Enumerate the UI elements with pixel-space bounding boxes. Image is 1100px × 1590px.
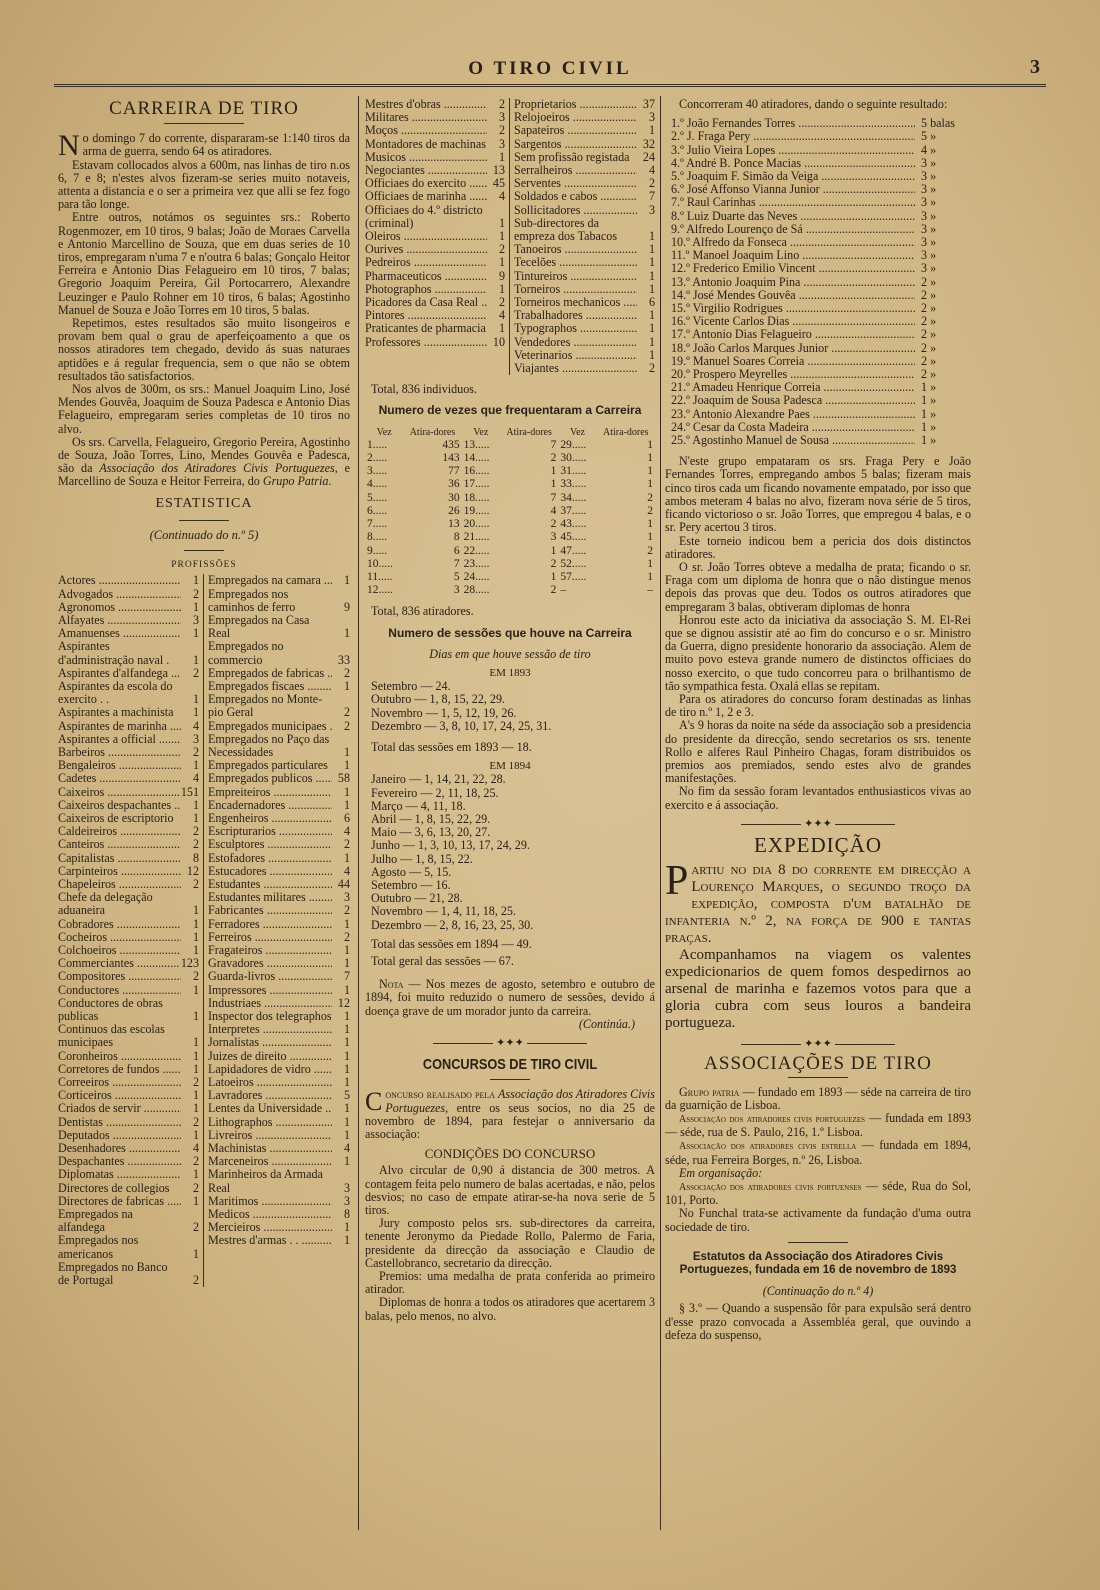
section-title-expedicao: EXPEDIÇÃO	[754, 832, 882, 857]
ornament-divider: ✦✦✦	[365, 1037, 655, 1050]
list-item: Praticantes de pharmacia 1	[365, 321, 505, 336]
list-item: Escripturarios ..... 4	[208, 825, 350, 838]
list-item: Sub-directores da empreza dos Tabacos 1	[514, 216, 655, 244]
list-item: Chapeleiros ..... 2	[58, 878, 199, 891]
association-entry: Associação dos atiradores civis estrella — fundada em 1894, séde, rua Ferreira Borges, n.º 26, Lisboa.	[665, 1138, 971, 1167]
column-1	[58, 98, 350, 1287]
list-item: Empregados de fabricas ..... 2	[208, 667, 350, 680]
list-item: Capitalistas ..... 8	[58, 852, 199, 865]
list-item: Marinheiros da Armada Real 3	[208, 1168, 350, 1195]
list-item: Deputados ..... 1	[58, 1129, 199, 1142]
ranking-row: 17.º Antonio Dias Felagueiro ..... 2 »	[671, 328, 971, 341]
list-item: Empregados no commercio 33	[208, 640, 350, 667]
list-item: Inspector dos telegraphos 1	[208, 1009, 350, 1023]
list-item: Estofadores ..... 1	[208, 852, 350, 865]
list-item: Chefe da delegação aduaneira 1	[58, 891, 199, 918]
section-title-carreira: CARREIRA DE TIRO	[109, 98, 299, 119]
session-line: Outubro — 1, 8, 15, 22, 29.	[371, 692, 506, 707]
session-line: Julho — 1, 8, 15, 22.	[371, 851, 473, 866]
table-row: 3..... 77 16..... 1 31..... 1	[367, 465, 653, 478]
list-item: Lithographos ..... 1	[208, 1116, 350, 1129]
list-item: Estudantes militares ..... 3	[208, 891, 350, 904]
article-paragraph: Os srs. Carvella, Felagueiro, Gregorio Pereira, Agostinho de Souza, João Torres, Lino, Mendes Gouvêa e Padesca, são da Associação dos Atiradores Civis Portuguezes, e Marcellino de Souza e Heitor Ferreira, do Grupo Patria.	[58, 434, 350, 489]
article-paragraph: Jury composto pelos srs. sub-directores da carreira, tenente Jeronymo da Piedade Rollo, Palermo de Faria, presidente da direcção da associação e Claudio de Castellobranco, secretario da direcção.	[365, 1216, 655, 1270]
list-item: Empregados na alfandega 2	[58, 1208, 199, 1235]
list-item: Pharmaceuticos ..... 9	[365, 270, 505, 283]
professions-list-left	[365, 98, 510, 375]
session-line: Maio — 3, 6, 13, 20, 27.	[371, 825, 491, 840]
list-item: Gravadores ..... 1	[208, 957, 350, 970]
dropcap: N	[58, 129, 80, 163]
list-item: Empregados nos caminhos de ferro 9	[208, 587, 350, 614]
ranking-row: 24.º Cesar da Costa Madeira ..... 1 »	[671, 421, 971, 434]
article-paragraph: Diplomas de honra a todos os atiradores que acertarem 3 balas, pelo menos, no alvo.	[365, 1295, 655, 1323]
session-line: Junho — 1, 3, 10, 13, 17, 24, 29.	[371, 838, 530, 853]
list-item: Officiaes de marinha ..... 4	[365, 190, 505, 203]
list-item: Corretores de fundos ..... 1	[58, 1063, 199, 1076]
list-item: Montadores de machinas ..... 3	[365, 138, 505, 151]
table-row: 8..... 8 21..... 3 45..... 1	[367, 531, 653, 544]
list-item: Conductores de obras publicas 1	[58, 996, 199, 1023]
list-item: Estucadores ..... 4	[208, 865, 350, 878]
association-entry: No Funchal trata-se activamente da fundação d'uma outra sociedade de tiro.	[665, 1206, 971, 1234]
list-item: Amanuenses ..... 1	[58, 627, 199, 640]
list-item: Ferradores ..... 1	[208, 918, 350, 931]
list-item: Canteiros ..... 2	[58, 838, 199, 851]
list-item: Empreiteiros ..... 1	[208, 786, 350, 799]
list-item: Empregados na Casa Real 1	[208, 613, 350, 641]
year-heading: EM 1893	[489, 666, 531, 679]
list-item: Commerciantes ..... 123	[58, 957, 199, 970]
in-organisation: Em organisação:	[679, 1165, 763, 1180]
ranking-row: 25.º Agostinho Manuel de Sousa ..... 1 »	[671, 434, 971, 447]
list-item: Correeiros ..... 2	[58, 1076, 199, 1089]
session-line: Fevereiro — 2, 11, 18, 25.	[371, 785, 499, 800]
list-item: Aspirantes a machinista 1	[58, 705, 199, 720]
list-item: Trabalhadores ..... 1	[514, 309, 655, 322]
list-item: Medicos ..... 8	[208, 1208, 350, 1221]
list-item: Compositores ..... 2	[58, 970, 199, 983]
ranking-row: 5.º Joaquim F. Simão da Veiga ..... 3 »	[671, 170, 971, 183]
sessions-subtitle: Dias em que houve sessão de tiro	[429, 646, 591, 661]
article-paragraph: Repetimos, estes resultados são muito lisongeiros e provam bem qual o grau de aperfeiçoamento a que os nossos atiradores tem chegado, devido ás suas naturaes aptidões e á regular frequencia, sem o que não se obtem resultados tão satisfactorios.	[58, 316, 350, 383]
title-rule	[788, 1242, 848, 1243]
list-item: Cocheiros ..... 1	[58, 931, 199, 944]
list-item: Maritimos ..... 3	[208, 1195, 350, 1208]
list-item: Lentes da Universidade ..... 1	[208, 1102, 350, 1115]
session-line: Setembro — 24.	[371, 679, 451, 694]
list-item: Empregados publicos ..... 58	[208, 772, 350, 785]
ranking-row: 16.º Vicente Carlos Dias ..... 2 »	[671, 315, 971, 328]
column-3	[665, 98, 971, 1342]
list-item: Barbeiros ..... 2	[58, 746, 199, 759]
article-paragraph: O sr. João Torres obteve a medalha de prata; ficando o sr. Fraga com um diploma de honra que o não distingue menos depois das provas que deu. Todos os outros atiradores que empregaram 3 balas, obtiveram diplomas de honra	[665, 559, 971, 614]
list-item: Desenhadores ..... 4	[58, 1142, 199, 1155]
list-item: Agronomos ..... 1	[58, 601, 199, 614]
session-line: Novembro — 1, 4, 11, 18, 25.	[371, 904, 517, 919]
session-line: Dezembro — 3, 8, 10, 17, 24, 25, 31.	[371, 718, 552, 733]
list-item: Vendedores ..... 1	[514, 336, 655, 349]
ranking-row: 13.º Antonio Joaquim Pina ..... 2 »	[671, 276, 971, 289]
ranking-row: 9.º Alfredo Lourenço de Sá ..... 3 »	[671, 223, 971, 236]
list-item: Empregados nos americanos 1	[58, 1234, 199, 1261]
article-paragraph: Estavam collocados alvos a 600m, nas linhas de tiro n.os 6, 7 e 8; n'estes alvos fizeram-se series muito notaveis, attenta a distancia e o ser a primeira vez que alli se fez fogo para tão longe.	[58, 157, 350, 212]
ranking-row: 15.º Virgilio Rodrigues ..... 2 »	[671, 302, 971, 315]
article-paragraph: Honrou este acto da iniciativa da associação S. M. El-Rei que se dignou assistir até ao fim do concurso e o sr. Ministro da Guerra, digno presidente honorario da associação. Alem de muito povo esteva grande numero de distinctos officiaes do nosso exercito, o que tudo concorreu para o brilhantismo de tão sympathica festa. Oxalá ellas se repitam.	[665, 612, 971, 693]
ranking-row: 10.º Alfredo da Fonseca ..... 3 »	[671, 236, 971, 249]
newspaper-title: O TIRO CIVIL	[468, 58, 632, 79]
list-item: Aspirantes d'administração naval . 1	[58, 640, 199, 667]
list-item: Torneiros mechanicos ..... 6	[514, 296, 655, 309]
list-item: Lapidadores de vidro ..... 1	[208, 1063, 350, 1076]
list-item: Mestres d'obras ..... 2	[365, 98, 505, 111]
ranking-row: 7.º Raul Carinhas ..... 3 »	[671, 196, 971, 209]
list-item: Cadetes ..... 4	[58, 772, 199, 785]
association-entry: Grupo patria — fundado em 1893 — séde na carreira de tiro da guarnição de Lisboa.	[665, 1084, 971, 1112]
table-row: 6..... 26 19..... 4 37..... 2	[367, 504, 653, 517]
section-title-concursos: CONCURSOS DE TIRO CIVIL	[422, 1056, 598, 1074]
continued-note: (Continuação do n.º 4)	[762, 1284, 874, 1299]
ranking-row: 8.º Luiz Duarte das Neves ..... 3 »	[671, 210, 971, 223]
article-paragraph: Acompanhamos na viagem os valentes expedicionarios de quem fomos despedirnos ao arsenal de marinha e fazemos votos para que a gloria cubra com seus louros a bandeira portugueza.	[665, 947, 971, 1032]
list-item: Jornalistas ..... 1	[208, 1036, 350, 1049]
list-item: Directores de fabricas ..... 1	[58, 1195, 199, 1208]
list-item: Caixeiros despachantes ..... 1	[58, 799, 199, 812]
list-item: Bengaleiros ..... 1	[58, 759, 199, 772]
year-heading: EM 1894	[489, 760, 531, 773]
list-item: Machinistas ..... 4	[208, 1142, 350, 1155]
table-row: 10..... 7 23..... 2 52..... 1	[367, 557, 653, 570]
total-individuals: Total, 836 individuos.	[371, 382, 477, 397]
list-item: Empregados particulares 1	[208, 758, 350, 773]
professions-header: PROFISSÕES	[171, 560, 237, 571]
list-item: Conductores ..... 1	[58, 984, 199, 997]
masthead	[54, 56, 1046, 87]
article-paragraph: No domingo 7 do corrente, dispararam-se 1:140 tiros da arma de guerra, sendo 64 os atiradores.	[58, 129, 350, 163]
list-item: Engenheiros ..... 6	[208, 812, 350, 825]
results-ranking	[671, 117, 971, 447]
column-2	[365, 98, 655, 1323]
list-item: Officiaes do exercito ..... 45	[365, 177, 505, 190]
list-item: Empregados no Paço das Necessidades 1	[208, 732, 350, 759]
note-paragraph: Nota — Nos mezes de agosto, setembro e outubro de 1894, foi muito reduzido o numero de sessões, devido á doença grave de um morador junto da carreira.	[365, 977, 655, 1018]
list-item: Carpinteiros ..... 12	[58, 865, 199, 878]
list-item: Tecelões ..... 1	[514, 256, 655, 269]
list-item: Mestres d'armas . . ..... 1	[208, 1234, 350, 1247]
session-line: Outubro — 21, 28.	[371, 891, 463, 906]
total-1893: Total das sessões em 1893 — 18.	[371, 739, 532, 754]
ranking-row: 3.º Julio Vieira Lopes ..... 4 »	[671, 144, 971, 157]
table-row: 2..... 143 14..... 2 30..... 1	[367, 452, 653, 465]
ranking-row: 22.º Joaquim de Sousa Padesca ..... 1 »	[671, 394, 971, 407]
list-item: Picadores da Casa Real ..... 2	[365, 296, 505, 309]
list-item: Sargentos ..... 32	[514, 138, 655, 151]
professions-list-continued	[365, 98, 655, 375]
ornament-divider: ✦✦✦	[665, 818, 971, 831]
total-shooters: Total, 836 atiradores.	[371, 604, 474, 619]
title-rule	[164, 123, 244, 124]
list-item: Directores de collegios 2	[58, 1180, 199, 1195]
total-1894: Total das sessões em 1894 — 49.	[371, 936, 532, 951]
article-paragraph: § 3.º — Quando a suspensão fôr para expulsão será dentro d'esse prazo convocada a Assembléa geral, que ouvindo a defeza do suspenso,	[665, 1301, 971, 1342]
list-item: Actores ..... 1	[58, 574, 199, 587]
professions-list-right	[510, 98, 655, 375]
list-item: Mercieiros ..... 1	[208, 1221, 350, 1234]
list-item: Advogados ..... 2	[58, 588, 199, 601]
list-item: Negociantes ..... 13	[365, 164, 505, 177]
list-item: Aspirantes a official ..... 3	[58, 733, 199, 746]
list-item: Photographos ..... 1	[365, 283, 505, 296]
table-row: 7..... 13 20..... 2 43..... 1	[367, 518, 653, 531]
article-paragraph: A's 9 horas da noite na séde da associação sob a presidencia do presidente da direcção, sendo secretarios os srs. tenente Rollo e alferes Raul Pinheiro Chagas, foram distribuidos os premios aos premiados, sendo estes alvo de grandes manifestações.	[665, 718, 971, 786]
association-entry: Associação dos atiradores civis portuenses — séde, Rua do Sol, 101, Porto.	[665, 1179, 971, 1208]
column-rule	[358, 96, 359, 1530]
statistics-title: ESTATISTICA	[155, 495, 253, 511]
session-line: Dezembro — 2, 8, 16, 23, 25, 30.	[371, 917, 534, 932]
list-item: Colchoeiros ..... 1	[58, 944, 199, 957]
list-item: Aspirantes d'alfandega ..... 2	[58, 667, 199, 680]
list-item: Empregados municipaes ..... 2	[208, 720, 350, 733]
list-item: Caldeireiros ..... 2	[58, 825, 199, 838]
list-item: Viajantes ..... 2	[514, 362, 655, 375]
article-paragraph: Alvo circular de 0,90 á distancia de 300 metros. A contagem feita pelo numero de balas acertadas, e não, pelos desvios; no caso de empate atirar-se-ha nova serie de 5 tiros.	[365, 1163, 655, 1218]
list-item: Aspirantes da escola do exercito . . 1	[58, 679, 199, 707]
list-item: Coronheiros ..... 1	[58, 1050, 199, 1063]
list-item: Soldados e cabos ..... 7	[514, 190, 655, 203]
ranking-row: 12.º Frederico Emilio Vincent ..... 3 »	[671, 262, 971, 275]
article-paragraph: Premios: uma medalha de prata conferida ao primeiro atirador.	[365, 1269, 655, 1297]
list-item: Moços ..... 2	[365, 124, 505, 137]
list-item: Torneiros ..... 1	[514, 283, 655, 296]
article-paragraph: Este torneio indicou bem a pericia dos dois distinctos atiradores.	[665, 533, 971, 561]
list-item: Encadernadores ..... 1	[208, 799, 350, 812]
list-item: Ferreiros ..... 2	[208, 931, 350, 944]
table-row: 4..... 36 17..... 1 33..... 1	[367, 478, 653, 491]
table-row: 11..... 5 24..... 1 57..... 1	[367, 570, 653, 583]
column-rule	[660, 96, 661, 1530]
list-item: Professores ..... 10	[365, 336, 505, 349]
list-item: Fabricantes ..... 2	[208, 904, 350, 917]
table-row: 1..... 435 13..... 7 29..... 1	[367, 438, 653, 451]
ranking-row: 19.º Manuel Soares Correia ..... 2 »	[671, 355, 971, 368]
section-title-associacoes: ASSOCIAÇÕES DE TIRO	[704, 1053, 932, 1075]
list-item: Fragateiros ..... 1	[208, 944, 350, 957]
list-item: Pedreiros ..... 1	[365, 256, 505, 269]
professions-list-left	[58, 574, 204, 1287]
title-rule	[184, 550, 224, 551]
list-item: Livreiros ..... 1	[208, 1129, 350, 1142]
list-item: Continuos das escolas municipaes 1	[58, 1023, 199, 1050]
article-paragraph: Concorreram 40 atiradores, dando o seguinte resultado:	[679, 97, 948, 111]
list-item: Latoeiros ..... 1	[208, 1076, 350, 1089]
list-item: Sollicitadores ..... 3	[514, 204, 655, 217]
article-paragraph: Para os atiradores do concurso foram destinadas as linhas de tiro n.º 1, 2 e 3.	[665, 691, 971, 720]
ranking-row: 20.º Prospero Meyrelles ..... 2 »	[671, 368, 971, 381]
ranking-row: 6.º José Affonso Vianna Junior ..... 3 »	[671, 183, 971, 196]
article-paragraph: Partiu no dia 8 do corrente em direcção a Lourenço Marques, o segundo troço da expedição, composta d'um batalhão de infanteria n.º 2, na força de 900 e tantas praças.	[665, 858, 971, 947]
list-item: Relojoeiros ..... 3	[514, 111, 655, 124]
article-paragraph: N'este grupo empataram os srs. Fraga Pery e João Fernandes Torres, empregando ambos 5 balas; fizeram mais cinco tiros cada um ficando novamente empatado, por isso que ambos meteram 4 balas no alvo, fizeram nova série de 5 tiros, ficando victorioso o sr. João Torres, que empregou 4 balas, e o sr. Pery acertou 3 tiros.	[665, 454, 971, 535]
list-item: Despachantes ..... 2	[58, 1155, 199, 1168]
sessions-1893	[371, 680, 655, 733]
frequency-table-title: Numero de vezes que frequentaram a Carreira	[378, 403, 642, 418]
list-item: Empregados no Monte-pio Geral 2	[208, 693, 350, 720]
sessions-title: Numero de sessões que houve na Carreira	[388, 625, 632, 640]
list-item: Empregados no Banco de Portugal 2	[58, 1260, 199, 1288]
list-item: Dentistas ..... 2	[58, 1116, 199, 1129]
table-row: 5..... 30 18..... 7 34..... 2	[367, 491, 653, 504]
ranking-row: 21.º Amadeu Henrique Correia ..... 1 »	[671, 381, 971, 394]
association-entry: Associação dos atiradores civis portuguezes — fundada em 1893 — séde, rua de S. Paulo, 216, 1.º Lisboa.	[665, 1110, 971, 1140]
list-item: Marceneiros ..... 1	[208, 1155, 350, 1168]
title-rule	[788, 1077, 848, 1078]
ranking-row: 11.º Manoel Joaquim Lino ..... 3 »	[671, 249, 971, 262]
list-item: Sapateiros ..... 1	[514, 124, 655, 137]
list-item: Ourives ..... 2	[365, 243, 505, 256]
session-line: Abril — 1, 8, 15, 22, 29.	[371, 811, 491, 826]
ranking-row: 14.º José Mendes Gouvêa ..... 2 »	[671, 289, 971, 302]
list-item: Industriaes ..... 12	[208, 997, 350, 1010]
list-item: Empregados fiscaes ..... 1	[208, 680, 350, 693]
title-rule	[179, 520, 229, 521]
list-item: Veterinarios ..... 1	[514, 349, 655, 362]
title-rule	[490, 1079, 530, 1080]
article-paragraph: No fim da sessão foram levantados enthusiasticos vivas ao exercito e á associação.	[665, 784, 971, 812]
list-item: Sem profissão registada 24	[514, 149, 655, 164]
list-item: Esculptores ..... 2	[208, 838, 350, 851]
ornament-divider: ✦✦✦	[665, 1038, 971, 1051]
statutes-title: Estatutos da Associação dos Atiradores Civis Portuguezes, fundada em 16 de novembro de 1893	[679, 1250, 957, 1277]
professions-list	[58, 574, 350, 1287]
list-item: Caixeiros ..... 151	[58, 786, 199, 799]
ranking-row: 4.º André B. Ponce Macias ..... 3 »	[671, 157, 971, 170]
list-item: Typographos ..... 1	[514, 322, 655, 335]
continues-note: (Continúa.)	[578, 1016, 635, 1031]
list-item: Serventes ..... 2	[514, 177, 655, 190]
ranking-row: 2.º J. Fraga Pery ..... 5 »	[671, 130, 971, 143]
ranking-row: 1.º João Fernandes Torres ..... 5 balas	[671, 117, 971, 130]
list-item: Militares ..... 3	[365, 111, 505, 124]
list-item: Corticeiros ..... 1	[58, 1089, 199, 1102]
table-row: 9..... 6 22..... 1 47..... 2	[367, 544, 653, 557]
conditions-title: CONDIÇÕES DO CONCURSO	[424, 1146, 596, 1162]
list-item: Musicos ..... 1	[365, 151, 505, 164]
list-item: Serralheiros ..... 4	[514, 164, 655, 177]
list-item: Pintores ..... 4	[365, 309, 505, 322]
session-line: Agosto — 5, 15.	[371, 864, 452, 879]
ranking-row: 18.º João Carlos Marques Junior ..... 2 »	[671, 342, 971, 355]
list-item: Oleiros ..... 1	[365, 230, 505, 243]
list-item: Estudantes ..... 44	[208, 878, 350, 891]
list-item: Lavradores ..... 5	[208, 1089, 350, 1102]
session-line: Setembro — 16.	[371, 877, 451, 892]
continued-note: (Continuado do n.º 5)	[149, 527, 259, 542]
list-item: Alfayates ..... 3	[58, 614, 199, 627]
list-item: Cobradores ..... 1	[58, 918, 199, 931]
sessions-1894	[371, 773, 655, 931]
total-general: Total geral das sessões — 67.	[371, 953, 514, 968]
session-line: Março — 4, 11, 18.	[371, 798, 466, 813]
list-item: Officiaes do 4.º districto (criminal) 1	[365, 203, 505, 230]
page-number: 3	[1030, 56, 1040, 78]
list-item: Juizes de direito ..... 1	[208, 1050, 350, 1063]
list-item: Tanoeiros ..... 1	[514, 243, 655, 256]
article-paragraph: Nos alvos de 300m, os srs.: Manuel Joaquim Lino, José Mendes Gouvêa, Joaquim de Souza Padesca e Antonio Dias Felagueiro, empregaram series completas de 10 tiros no alvo.	[58, 382, 350, 436]
list-item: Empregados na camara ..... 1	[208, 574, 350, 587]
article-paragraph: Entre outros, notámos os seguintes srs.: Roberto Rogenmozer, em 10 tiros, 9 balas; João de Moraes Carvella e Antonio Marcellino de Souza, que em duas series de 10 tiros, empregaram n'uma 7 e n'outra 6 balas; Gonçalo Heitor Ferreira e Antonio Dias Felagueiro em 10 tiros, 7 balas; Gregorio Joaquim Pereira, Gil Portocarrero, Alexandre Leuzinger e Paulo Rohner em 10 tiros, 6 balas; Agostinho Manuel de Souza e João Torres em 10 tiros, 5 balas.	[58, 210, 350, 317]
frequency-table: Vez Atira-dores Vez Atira-dores Vez Atira-dores 1..... 435 13..... 7 29..... 1 2..... 143 14..... 2 30..... 1 3..... 77 16..... 1 31..... 1 4..... 36 17..... 1 33..... 1 5..... 30 18..... 7 34..... 2 6..... 26 19..... 4 37..... 2 7..... 13 20..... 2 43..... 1 8..... 8 21..... 3 45..... 1 9..... 6 22..... 1 47..... 2 10..... 7 23..... 2 52..... 1 11..... 5 24..... 1 57..... 1 12..... 3 28..... 2 – –	[367, 426, 653, 597]
ranking-row: 23.º Antonio Alexandre Paes ..... 1 »	[671, 408, 971, 421]
table-row: 12..... 3 28..... 2 – –	[367, 584, 653, 597]
expedition-article	[665, 858, 971, 1032]
list-item: Aspirantes de marinha ..... 4	[58, 720, 199, 733]
list-item: Criados de servir ..... 1	[58, 1102, 199, 1115]
session-line: Novembro — 1, 5, 12, 19, 26.	[371, 705, 517, 720]
list-item: Diplomatas ..... 1	[58, 1168, 199, 1181]
list-item: Impressores ..... 1	[208, 984, 350, 997]
list-item: Caixeiros de escriptorio 1	[58, 810, 199, 825]
list-item: Interpretes ..... 1	[208, 1023, 350, 1036]
list-item: Proprietarios ..... 37	[514, 98, 655, 111]
session-line: Janeiro — 1, 14, 21, 22, 28.	[371, 772, 506, 787]
article-paragraph: Concurso realisado pela Associação dos Atiradores Civis Portuguezes, entre os seus socios, no dia 25 de novembro de 1894, para festejar o anniversario da associação:	[365, 1087, 655, 1142]
professions-list-right	[204, 574, 350, 1287]
list-item: Tintureiros ..... 1	[514, 270, 655, 283]
list-item: Guarda-livros ..... 7	[208, 970, 350, 983]
